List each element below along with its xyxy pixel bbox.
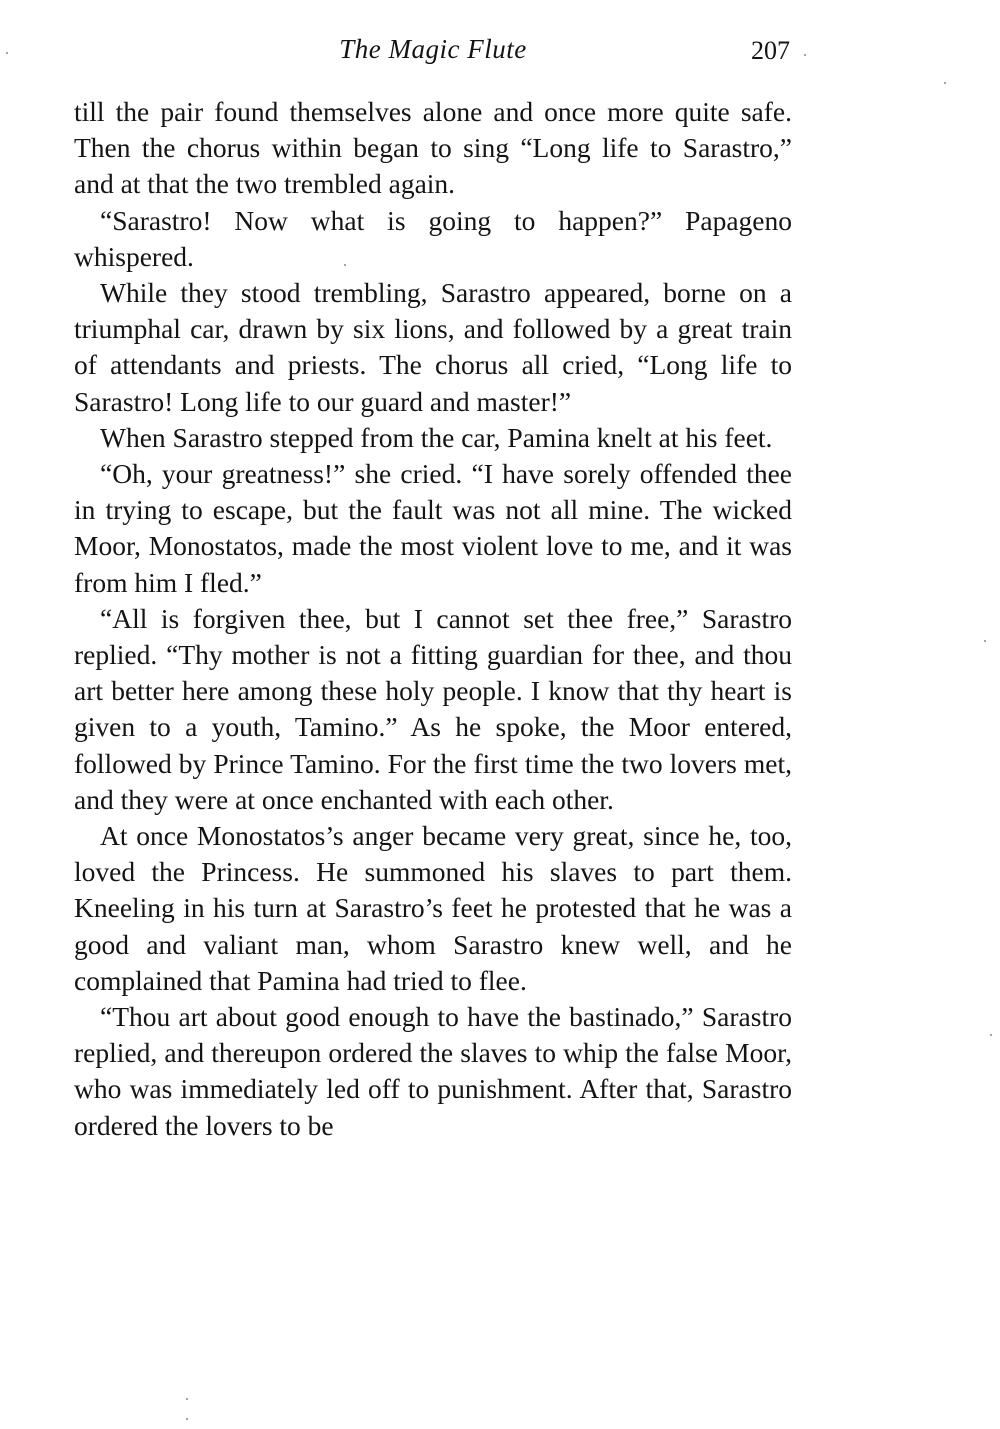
- scan-speck: [804, 54, 806, 56]
- scan-speck: [6, 52, 8, 54]
- paragraph: “Oh, your greatness!” she cried. “I have sorely offended thee in trying to escape, but the fault was not all mine. The wicked Moor, Monostatos, made the most violent love to me, and it was from him I fled.”: [74, 458, 792, 598]
- scan-speck: [944, 82, 946, 84]
- page-number: 207: [751, 36, 790, 65]
- paragraph: “Sarastro! Now what is going to happen?” Papageno whispered.: [74, 204, 792, 272]
- running-header: [74, 34, 792, 74]
- paragraph: When Sarastro stepped from the car, Pamina knelt at his feet.: [100, 421, 773, 453]
- paragraph: “Thou art about good enough to have the bastinado,” Sarastro replied, and thereupon ordered the slaves to whip the false Moor, who was immediately led off to punishment. After that, Sarastro ordered the lovers to be: [74, 1001, 792, 1141]
- scan-speck: [186, 1398, 188, 1400]
- running-title: The Magic Flute: [339, 34, 527, 64]
- scan-speck: [186, 1418, 188, 1420]
- paragraph: “All is forgiven thee, but I cannot set thee free,” Sarastro replied. “Thy mother is not a fitting guardian for thee, and thou art better here among these holy people. I know that thy heart is given to a youth, Tamino.” As he spoke, the Moor entered, followed by Prince Tamino. For the first time the two lovers met, and they were at once enchanted with each other.: [74, 602, 792, 815]
- paragraph: While they stood trembling, Sarastro appeared, borne on a triumphal car, drawn by six lions, and followed by a great train of attendants and priests. The chorus all cried, “Long life to Sarastro! Long life to our guard and master!”: [74, 277, 792, 417]
- paragraph: At once Monostatos’s anger became very great, since he, too, loved the Princess. He summoned his slaves to part them. Kneeling in his turn at Sarastro’s feet he protested that he was a good and valiant man, whom Sarastro knew well, and he complained that Pamina had tried to flee.: [74, 820, 792, 996]
- scan-speck: [344, 264, 346, 266]
- scan-speck: [990, 1034, 992, 1036]
- scan-speck: [984, 640, 986, 642]
- body-text: [74, 94, 792, 1144]
- paragraph: till the pair found themselves alone and once more quite safe. Then the chorus within began to sing “Long life to Sarastro,” and at that the two trembled again.: [74, 96, 792, 200]
